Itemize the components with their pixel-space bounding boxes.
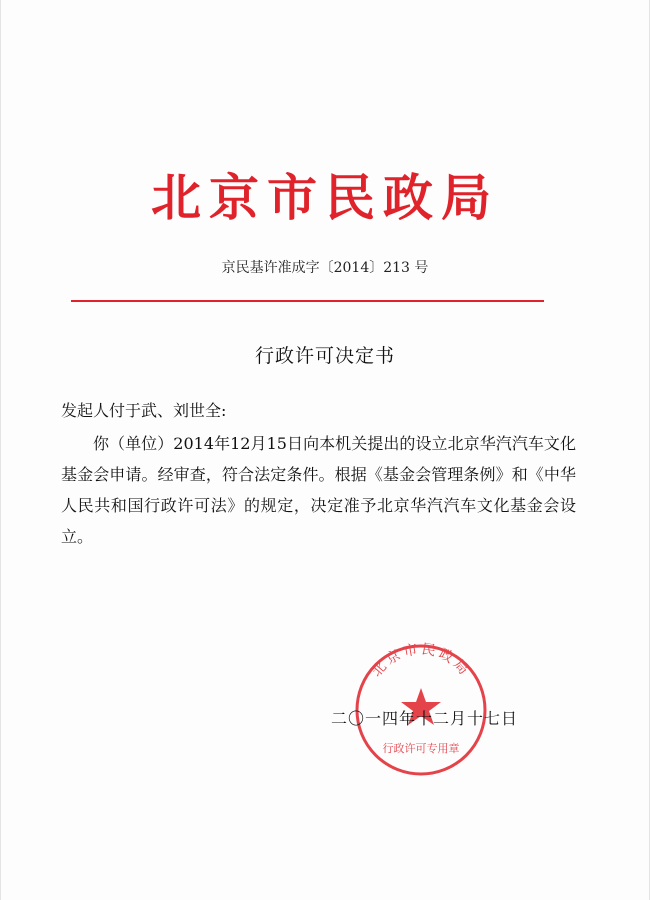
issue-date: 二〇一四年十二月十七日 <box>331 709 519 728</box>
addressee: 发起人付于武、刘世全: <box>61 401 227 420</box>
svg-text:北京市民政局: 北京市民政局 <box>368 641 474 681</box>
authority-name: 北京市民政局 <box>151 168 499 227</box>
document-title: 行政许可决定书 <box>254 345 395 367</box>
svg-text:行政许可专用章: 行政许可专用章 <box>382 742 460 755</box>
decision-body: 你（单位）2014年12月15日向本机关提出的设立北京华汽汽车文化基金会申请。经审查，符合法定条件。根据《基金会管理条例》和《中华人民共和国行政许可法》的规定，决定准予北京华汽汽车文化基金会设立。 <box>61 434 576 546</box>
document-number: 京民基许准成字〔2014〕213 号 <box>221 260 429 276</box>
red-separator-line <box>71 300 544 302</box>
